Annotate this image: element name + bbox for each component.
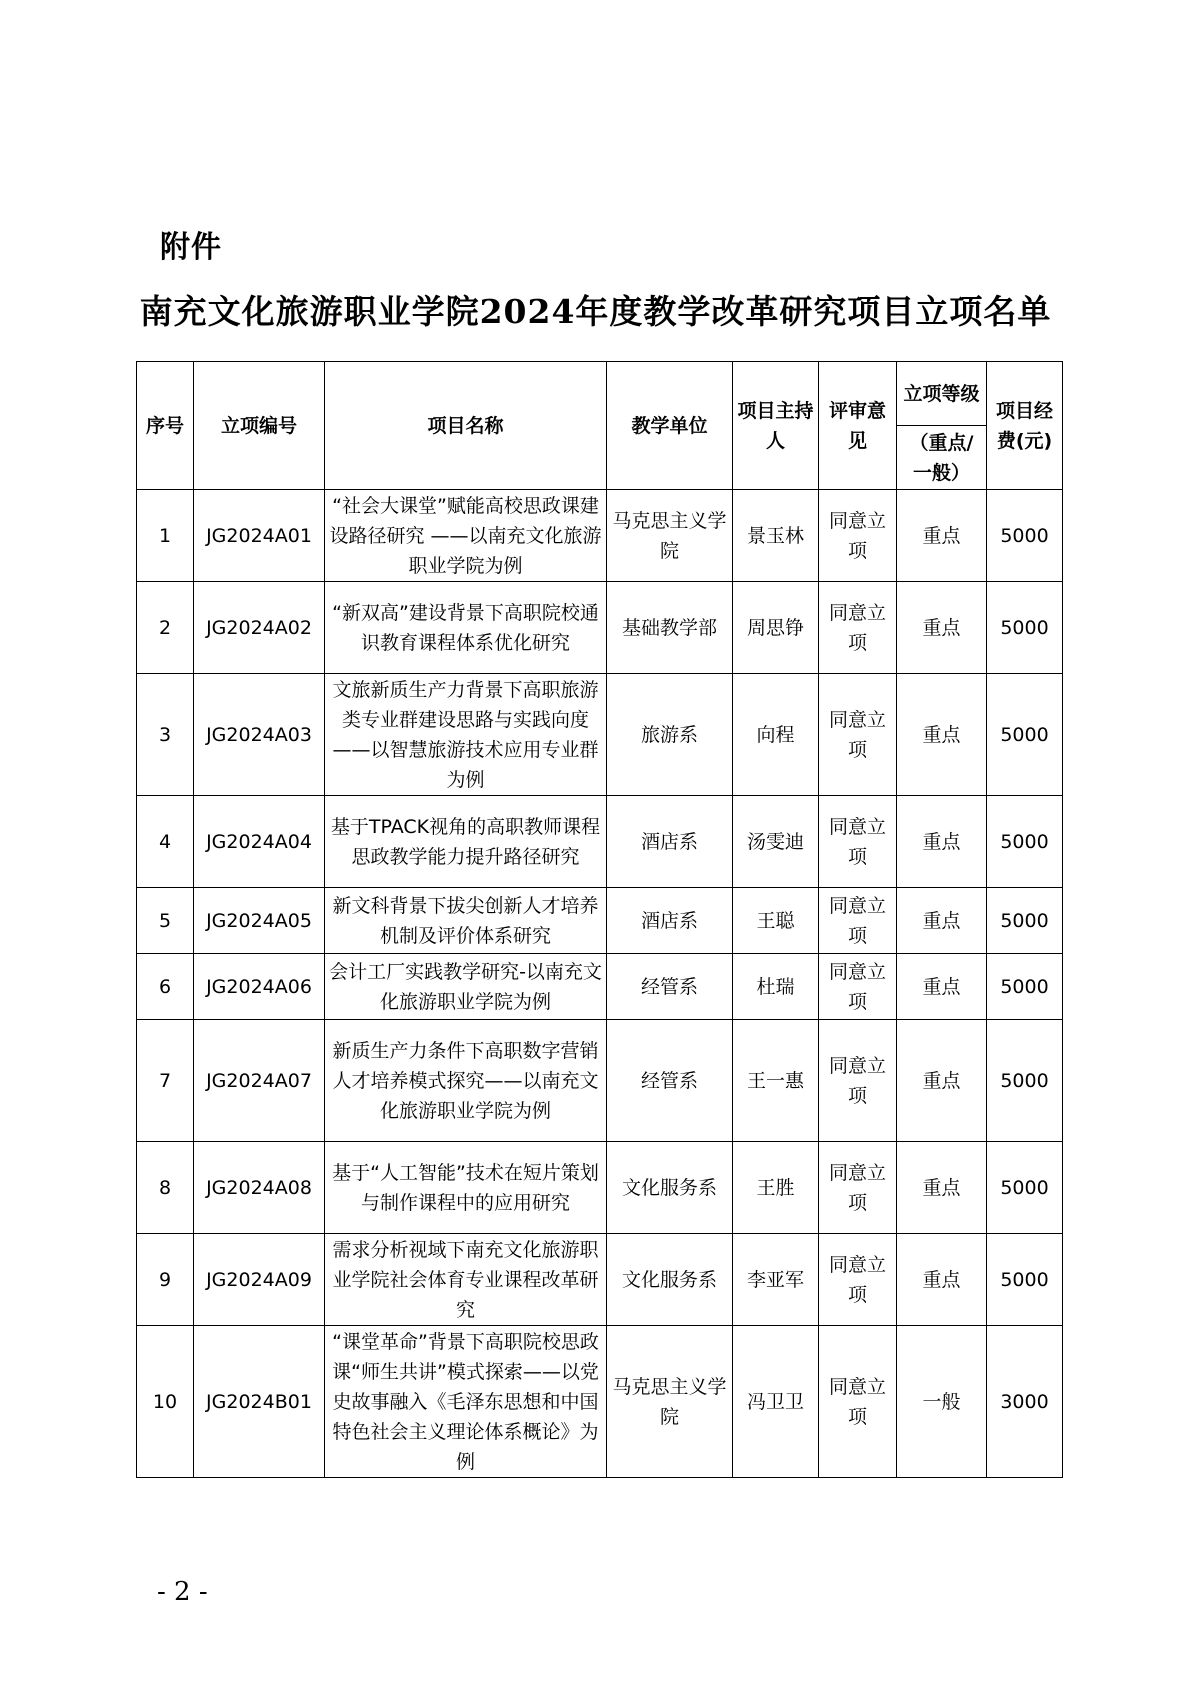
cell-code: JG2024A06 xyxy=(194,954,325,1020)
cell-name: 会计工厂实践教学研究-以南充文化旅游职业学院为例 xyxy=(325,954,607,1020)
table-row xyxy=(137,1234,1063,1326)
cell-code: JG2024A07 xyxy=(194,1020,325,1142)
cell-review: 同意立项 xyxy=(819,490,897,582)
cell-name: “社会大课堂”赋能高校思政课建设路径研究 ——以南充文化旅游职业学院为例 xyxy=(325,490,607,582)
cell-review: 同意立项 xyxy=(819,1020,897,1142)
cell-name: “新双高”建设背景下高职院校通识教育课程体系优化研究 xyxy=(325,582,607,674)
cell-name: 基于TPACK视角的高职教师课程思政教学能力提升路径研究 xyxy=(325,796,607,888)
table-row xyxy=(137,888,1063,954)
cell-code: JG2024A08 xyxy=(194,1142,325,1234)
cell-grade: 重点 xyxy=(897,796,987,888)
cell-review: 同意立项 xyxy=(819,1142,897,1234)
cell-name: 文旅新质生产力背景下高职旅游类专业群建设思路与实践向度——以智慧旅游技术应用专业群为例 xyxy=(325,674,607,796)
project-table xyxy=(136,361,1063,1478)
cell-review: 同意立项 xyxy=(819,1234,897,1326)
cell-code: JG2024B01 xyxy=(194,1326,325,1478)
cell-name: 新质生产力条件下高职数字营销人才培养模式探究——以南充文化旅游职业学院为例 xyxy=(325,1020,607,1142)
cell-unit: 文化服务系 xyxy=(607,1142,733,1234)
cell-seq: 7 xyxy=(137,1020,194,1142)
cell-review: 同意立项 xyxy=(819,582,897,674)
attachment-heading: 附件 xyxy=(160,230,222,265)
cell-unit: 旅游系 xyxy=(607,674,733,796)
cell-host: 冯卫卫 xyxy=(733,1326,819,1478)
cell-funds: 5000 xyxy=(987,796,1063,888)
cell-funds: 5000 xyxy=(987,582,1063,674)
cell-unit: 经管系 xyxy=(607,1020,733,1142)
cell-seq: 9 xyxy=(137,1234,194,1326)
table-row xyxy=(137,1326,1063,1478)
cell-review: 同意立项 xyxy=(819,954,897,1020)
cell-seq: 6 xyxy=(137,954,194,1020)
cell-name: 新文科背景下拔尖创新人才培养机制及评价体系研究 xyxy=(325,888,607,954)
cell-seq: 2 xyxy=(137,582,194,674)
cell-grade: 重点 xyxy=(897,1020,987,1142)
cell-seq: 5 xyxy=(137,888,194,954)
cell-grade: 重点 xyxy=(897,954,987,1020)
cell-funds: 5000 xyxy=(987,674,1063,796)
cell-host: 向程 xyxy=(733,674,819,796)
table-body xyxy=(137,490,1063,1478)
cell-grade: 重点 xyxy=(897,674,987,796)
cell-name: “课堂革命”背景下高职院校思政课“师生共讲”模式探索——以党史故事融入《毛泽东思想和中国特色社会主义理论体系概论》为例 xyxy=(325,1326,607,1478)
cell-funds: 5000 xyxy=(987,954,1063,1020)
table-row xyxy=(137,1142,1063,1234)
cell-funds: 5000 xyxy=(987,490,1063,582)
table-row xyxy=(137,490,1063,582)
cell-unit: 马克思主义学院 xyxy=(607,1326,733,1478)
cell-review: 同意立项 xyxy=(819,674,897,796)
cell-grade: 重点 xyxy=(897,1142,987,1234)
table-row xyxy=(137,582,1063,674)
cell-unit: 马克思主义学院 xyxy=(607,490,733,582)
header-review: 评审意见 xyxy=(819,362,897,490)
cell-unit: 经管系 xyxy=(607,954,733,1020)
cell-host: 杜瑞 xyxy=(733,954,819,1020)
cell-unit: 基础教学部 xyxy=(607,582,733,674)
header-grade-bottom: （重点/一般） xyxy=(897,426,987,490)
cell-funds: 5000 xyxy=(987,1020,1063,1142)
cell-host: 王胜 xyxy=(733,1142,819,1234)
table-row xyxy=(137,674,1063,796)
cell-unit: 文化服务系 xyxy=(607,1234,733,1326)
cell-seq: 4 xyxy=(137,796,194,888)
cell-grade: 一般 xyxy=(897,1326,987,1478)
document-title: 南充文化旅游职业学院2024年度教学改革研究项目立项名单 xyxy=(139,292,1052,331)
header-name: 项目名称 xyxy=(325,362,607,490)
cell-unit: 酒店系 xyxy=(607,796,733,888)
cell-code: JG2024A02 xyxy=(194,582,325,674)
cell-grade: 重点 xyxy=(897,888,987,954)
cell-seq: 1 xyxy=(137,490,194,582)
table-row xyxy=(137,796,1063,888)
cell-host: 周思铮 xyxy=(733,582,819,674)
cell-host: 李亚军 xyxy=(733,1234,819,1326)
cell-funds: 5000 xyxy=(987,1142,1063,1234)
cell-code: JG2024A04 xyxy=(194,796,325,888)
cell-seq: 8 xyxy=(137,1142,194,1234)
cell-seq: 10 xyxy=(137,1326,194,1478)
cell-funds: 5000 xyxy=(987,1234,1063,1326)
cell-review: 同意立项 xyxy=(819,888,897,954)
table-row xyxy=(137,1020,1063,1142)
cell-unit: 酒店系 xyxy=(607,888,733,954)
cell-seq: 3 xyxy=(137,674,194,796)
cell-funds: 5000 xyxy=(987,888,1063,954)
cell-grade: 重点 xyxy=(897,582,987,674)
header-grade-top: 立项等级 xyxy=(897,362,987,426)
page-number: - 2 - xyxy=(157,1577,208,1607)
cell-host: 王一惠 xyxy=(733,1020,819,1142)
cell-code: JG2024A09 xyxy=(194,1234,325,1326)
cell-grade: 重点 xyxy=(897,490,987,582)
cell-name: 需求分析视域下南充文化旅游职业学院社会体育专业课程改革研究 xyxy=(325,1234,607,1326)
cell-name: 基于“人工智能”技术在短片策划与制作课程中的应用研究 xyxy=(325,1142,607,1234)
header-unit: 教学单位 xyxy=(607,362,733,490)
cell-host: 景玉林 xyxy=(733,490,819,582)
header-code: 立项编号 xyxy=(194,362,325,490)
cell-grade: 重点 xyxy=(897,1234,987,1326)
cell-funds: 3000 xyxy=(987,1326,1063,1478)
header-host: 项目主持人 xyxy=(733,362,819,490)
cell-host: 汤雯迪 xyxy=(733,796,819,888)
cell-code: JG2024A03 xyxy=(194,674,325,796)
cell-review: 同意立项 xyxy=(819,796,897,888)
cell-review: 同意立项 xyxy=(819,1326,897,1478)
table-row xyxy=(137,954,1063,1020)
cell-code: JG2024A01 xyxy=(194,490,325,582)
header-seq: 序号 xyxy=(137,362,194,490)
header-funds: 项目经费(元) xyxy=(987,362,1063,490)
cell-code: JG2024A05 xyxy=(194,888,325,954)
cell-host: 王聪 xyxy=(733,888,819,954)
